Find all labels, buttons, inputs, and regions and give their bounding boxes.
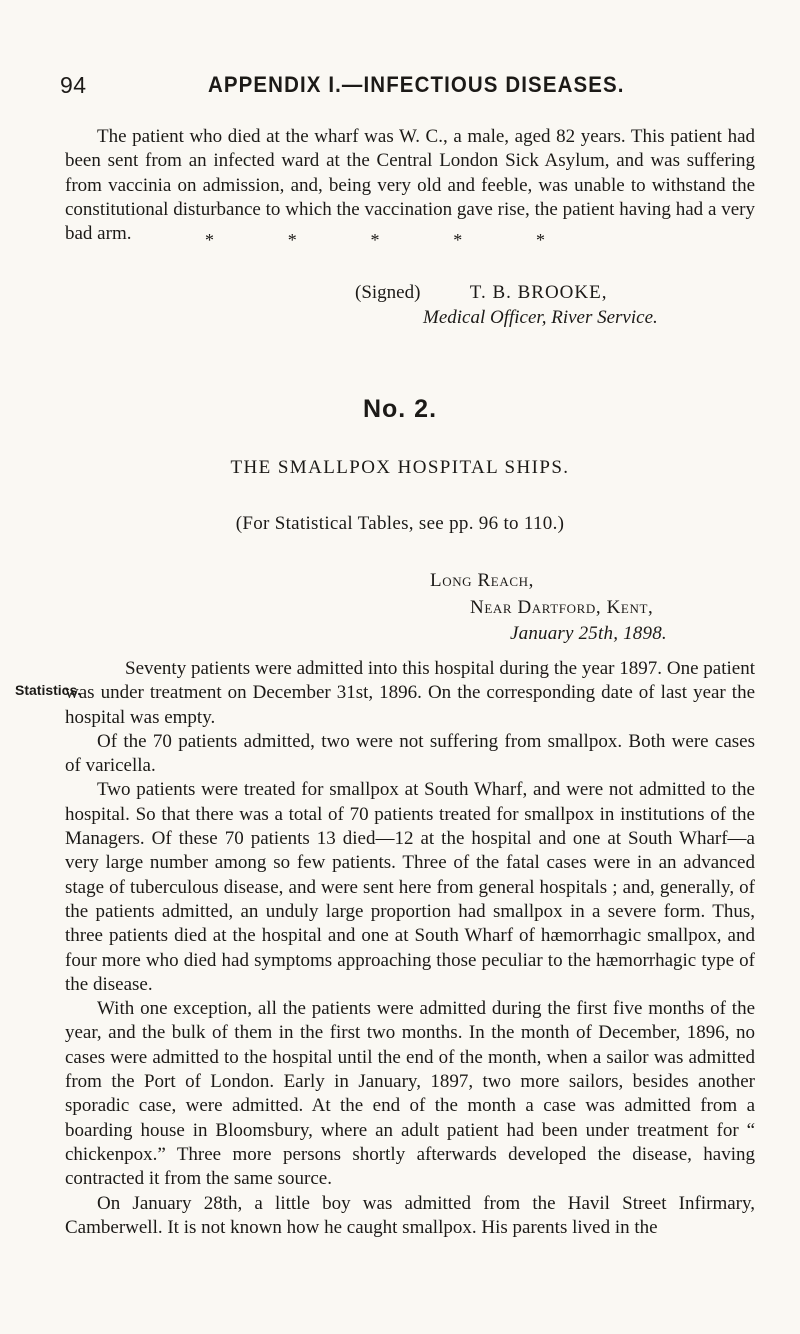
asterisk-divider <box>205 230 545 251</box>
paragraph-admission-timeline: With one exception, all the patients were admitted during the first five months of the year, and the bulk of them in the first two months. In the month of December, 1896, no cases were admitted to the hospital until the end of the month, when a sailor was admitted from the Port of London. Early in January, 1897, two more sailors, besides another sporadic case, were admitted. At the end of the month a case was admitted from a boarding house in Bloomsbury, where an adult patient had been under treatment for “ chickenpox.” Three more persons shortly afterwards developed the disease, having contracted it from the same source. <box>65 998 755 1190</box>
address-line-2: Near Dartford, Kent, <box>470 597 654 618</box>
address-line-1: Long Reach, <box>430 570 534 591</box>
signed-label: (Signed) <box>355 282 421 303</box>
asterisk: * <box>287 230 297 250</box>
paragraph-deaths: Two patients were treated for smallpox at South Wharf, and were not admitted to the hospital. So that there was a total of 70 patients treated for smallpox in institutions of the Managers. Of these 70 patients 13 died—12 at the hospital and one at South Wharf—a very large number among so few patients. Three of the fatal cases were in an advanced stage of tuberculous disease, and were sent here from general hospitals ; and, generally, of the patients admitted, an unduly large proportion had smallpox in a severe form. Thus, three patients died at the hospital and one at South Wharf of hæmorrhagic smallpox, and four more who died had symptoms approaching those peculiar to the hæmorrhagic type of the disease. <box>65 779 755 995</box>
asterisk: * <box>205 230 214 250</box>
asterisk: * <box>370 230 380 250</box>
paragraph-varicella: Of the 70 patients admitted, two were not suffering from smallpox. Both were cases of varicella. <box>65 730 755 777</box>
paragraph-admissions: Seventy patients were admitted into this hospital during the year 1897. One patient was under treatment on December 31st, 1896. On the corresponding date of last year the hospital was empty. <box>65 658 755 728</box>
running-head: APPENDIX I.—INFECTIOUS DISEASES. <box>208 72 625 97</box>
section-title: THE SMALLPOX HOSPITAL SHIPS. <box>230 457 570 478</box>
page-number: 94 <box>60 72 87 98</box>
signature-line <box>355 282 607 304</box>
statistical-tables-reference: (For Statistical Tables, see pp. 96 to 110.) <box>235 513 565 534</box>
section-number: No. 2. <box>362 395 438 423</box>
signatory-title: Medical Officer, River Service. <box>423 307 658 328</box>
asterisk: * <box>453 230 463 250</box>
paragraph-wharf-patient <box>65 125 755 246</box>
margin-note-statistics: Statistics. <box>15 682 82 698</box>
paragraph-camberwell-case: On January 28th, a little boy was admitted from the Havil Street Infirmary, Camberwell. It is not known how he caught smallpox. His parents lived in the <box>65 1192 755 1238</box>
letter-date: January 25th, 1898. <box>510 623 667 644</box>
signatory-name: T. B. BROOKE, <box>469 282 608 303</box>
paragraph-text: The patient who died at the wharf was W. C., a male, aged 82 years. This patient had been sent from an infected ward at the Central London Sick Asylum, and was suffering from vaccinia on admission, and, being very old and feeble, was unable to withstand the constitutional disturbance to which the vaccination gave rise, the patient having had a very bad arm. <box>65 126 755 245</box>
asterisk: * <box>536 230 545 250</box>
report-body <box>65 657 755 1240</box>
page-header <box>60 72 750 112</box>
